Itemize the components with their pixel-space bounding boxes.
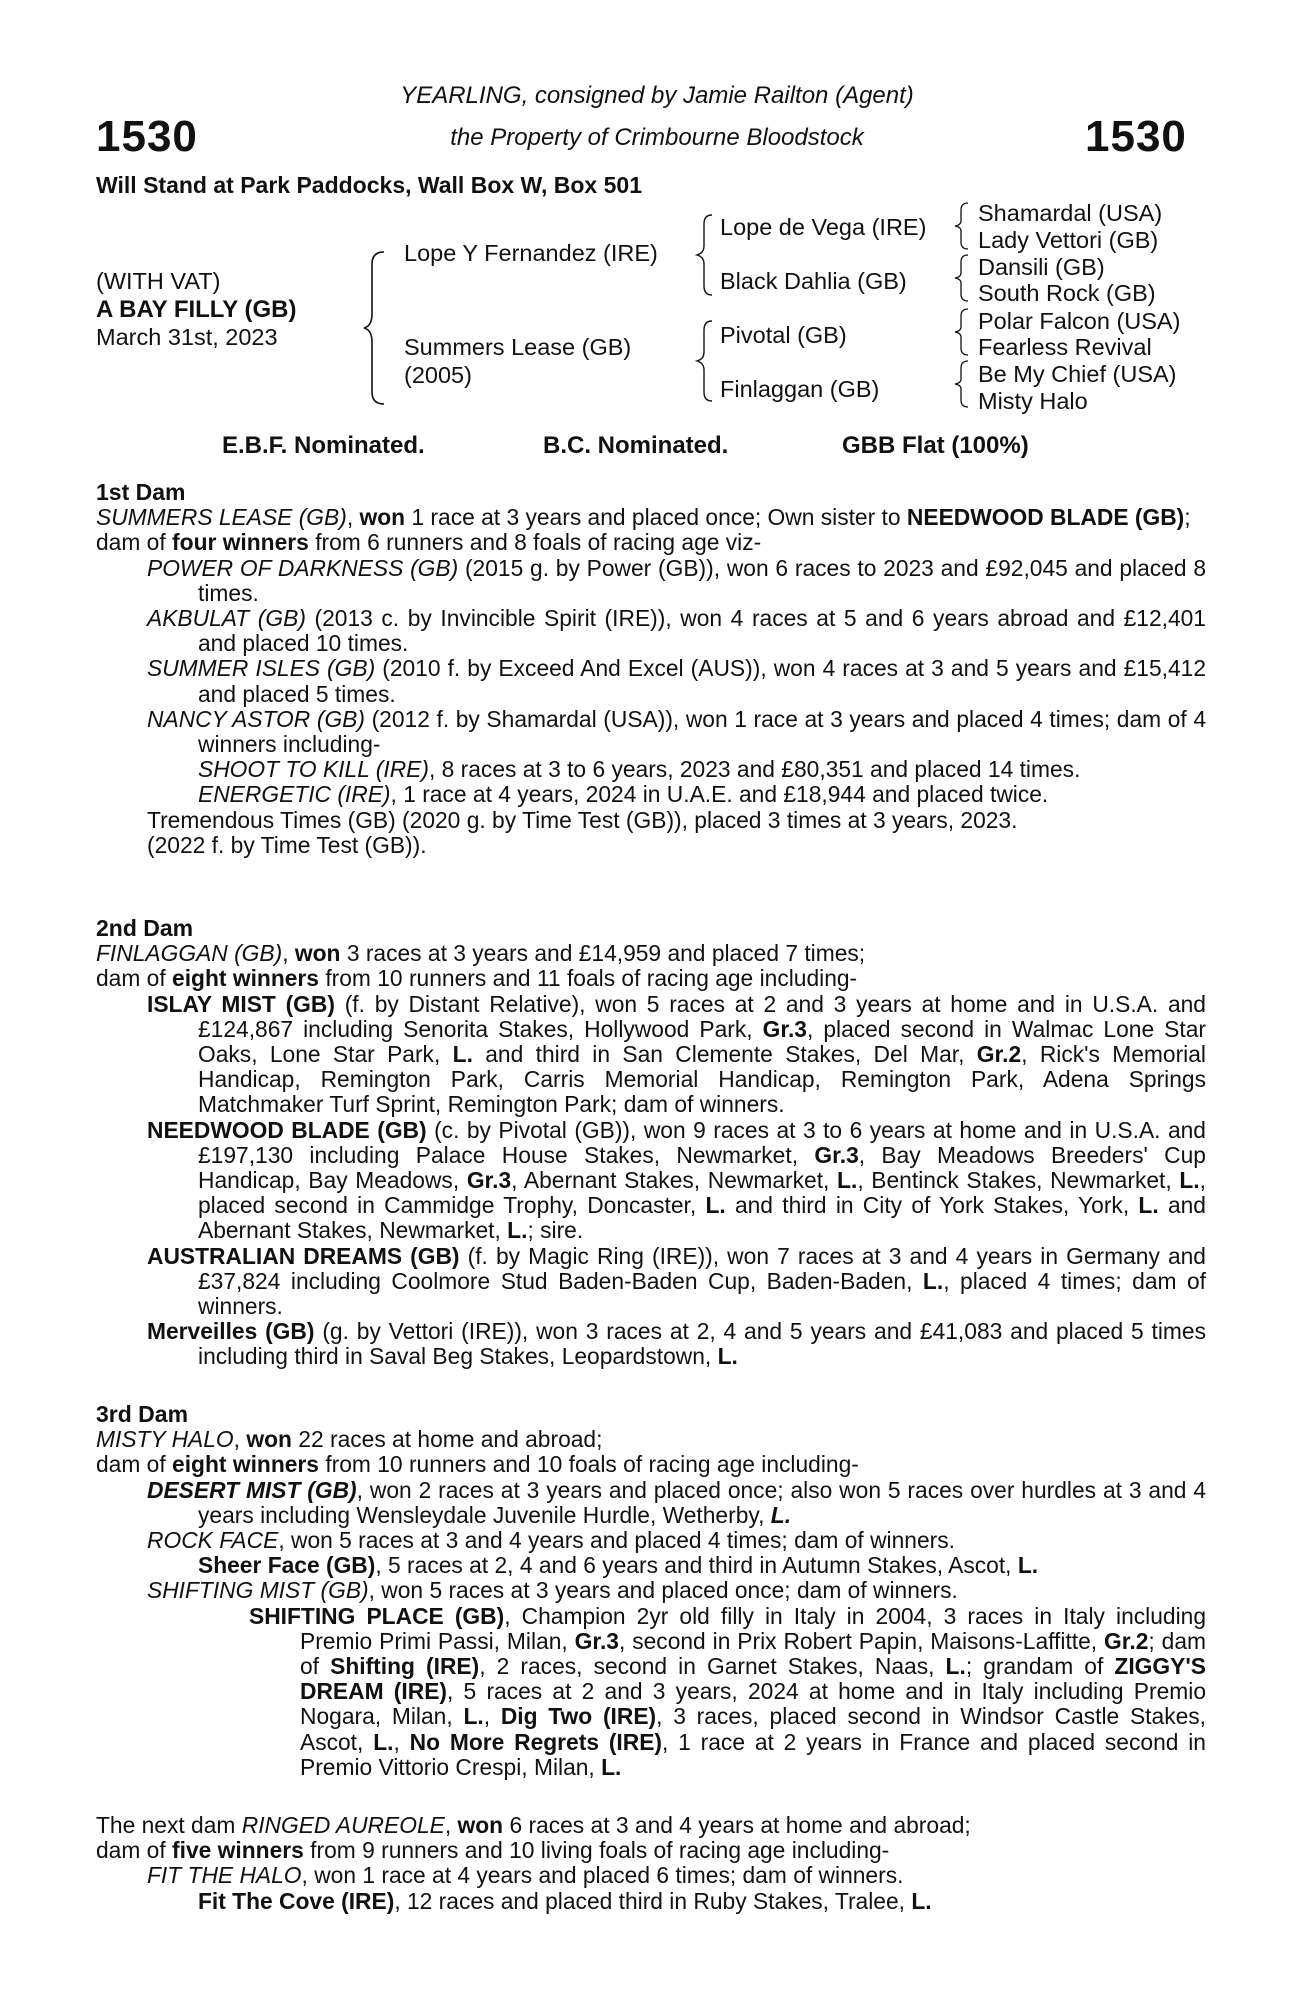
offspring-record: (f. by Distant Relative), won 5 races at 2 and 3 years at home and in U.S.A. and £124,867 including Senorita Stakes, Hollywood Park, [198,990,1206,1042]
offspring-record: , Abernant Stakes, Newmarket, [511,1167,830,1194]
first-dam-section [96,480,1206,858]
winners-tail: from 6 runners and 8 foals of racing age viz- [315,529,762,556]
list-item [96,1604,1206,1780]
offspring-name: SUMMER ISLES (GB) [147,655,376,682]
next-dam-summary: The next dam RINGED AUREOLE, won 6 races at 3 and 4 years at home and abroad; [96,1812,971,1838]
offspring-record: , placed second in Cammidge Trophy, Doncaster, [198,1167,1206,1219]
offspring-name: AKBULAT (GB) [147,605,306,632]
won-label: won [359,504,406,531]
offspring-record: , Bentinck Stakes, Newmarket, [857,1167,1172,1194]
offspring-record: (f. by Magic Ring (IRE)), won 7 races at 3 and 4 years in Germany and £37,824 including Coolmore Stud Baden-Baden Cup, Baden-Baden, [198,1242,1206,1294]
offspring-record: , won 1 race at 4 years and placed 6 times; dam of winners. [301,1862,904,1889]
offspring-record: (c. by Pivotal (GB)), won 9 races at 3 to 6 years at home and in U.S.A. and £197,130 including Palace House Stakes, Newmarket, [198,1116,1206,1168]
winners-tail: from 10 runners and 11 foals of racing age including- [325,965,858,992]
offspring-record: ; grandam of [965,1653,1104,1680]
next-dam-name: RINGED AUREOLE [241,1812,445,1838]
offspring-name: Merveilles (GB) [147,1318,315,1345]
offspring-record: , won 2 races at 3 years and placed once; also won 5 races over hurdles at 3 and 4 years including Wensleydale Juvenile Hurdle, Wetherby, [198,1476,1206,1528]
gbb-nomination: GBB Flat (100%) [842,432,1029,459]
horse-name: A BAY FILLY (GB) [96,296,297,323]
consignment-line-2: the Property of Crimbourne Bloodstock [450,124,864,151]
offspring-record: , second in Prix Robert Papin, Maisons-Laffitte, [618,1627,1098,1654]
own-sister-name: NEEDWOOD BLADE (GB) [906,504,1185,531]
second-dam-section [96,916,1206,1370]
list-item: Tremendous Times (GB) (2020 g. by Time Test (GB)), placed 3 times at 3 years, 2023. [147,806,1018,833]
winners-count: five winners [172,1837,304,1864]
lot-number-left: 1530 [96,112,198,161]
second-dam-record: 3 races at 3 years and £14,959 and placed 7 times; [346,940,866,967]
pedigree-brace-g2 [952,252,972,304]
dam-name: Summers Lease (GB) [404,334,632,360]
offspring-record: , [483,1703,491,1730]
offspring-record: (g. by Vettori (IRE)), won 3 races at 2, 4 and 5 years and £41,083 and placed 5 times including third in Saval Beg Stakes, Leopardstown, [198,1318,1207,1370]
grandparent-1: Shamardal (USA) [978,200,1163,226]
offspring-record: , won 5 races at 3 and 4 years and placed 4 times; dam of winners. [278,1527,955,1554]
second-dam-name: FINLAGGAN (GB) [96,940,283,967]
list-item [96,1889,1206,1914]
grade-label: Gr.2 [1104,1627,1149,1654]
offspring-record: , 3 races, placed second in Windsor Castle Stakes, Ascot, [300,1703,1207,1755]
offspring-name: Dig Two (IRE) [500,1703,657,1730]
list-item [96,1244,1206,1320]
offspring-record: (2013 c. by Invincible Spirit (IRE)), won 4 races at 5 and 6 years abroad and £12,401 and placed 10 times. [198,605,1206,657]
offspring-record: and third in San Clemente Stakes, Del Mar, [485,1041,965,1068]
offspring-record: , 5 races at 2, 4 and 6 years and third in Autumn Stakes, Ascot, [375,1552,1012,1579]
offspring-name: ENERGETIC (IRE) [198,781,391,808]
offspring-name: ISLAY MIST (GB) [147,990,335,1017]
list-item [96,1319,1206,1369]
offspring-name: ROCK FACE [147,1527,279,1554]
grandparent-4: South Rock (GB) [978,280,1156,306]
pedigree-brace-g4 [952,358,972,410]
next-dam-section [96,1813,1206,1914]
list-item [96,1478,1206,1528]
third-dam-record: 22 races at home and abroad; [298,1426,603,1453]
list-item [96,992,1206,1118]
offspring-record: and Abernant Stakes, Newmarket, [198,1192,1206,1244]
grandparent-3: Dansili (GB) [978,254,1105,280]
offspring-record: , Champion 2yr old filly in Italy in 2004, 3 races in Italy including Premio Primi Passi, Milan, [300,1602,1206,1654]
offspring-record: (2015 g. by Power (GB)), won 6 races to 2023 and £92,045 and placed 8 times. [198,554,1206,606]
listed-label: L. [945,1653,966,1680]
offspring-name: No More Regrets (IRE) [409,1728,663,1755]
offspring-record: , won 5 races at 3 years and placed once; dam of winners. [368,1577,958,1604]
lot-number-right: 1530 [1085,112,1187,161]
third-dam-name: MISTY HALO [96,1426,234,1453]
offspring-record: , 1 race at 2 years in France and placed second in Premio Vittorio Crespi, Milan, [300,1728,1206,1780]
grandparent-7: Be My Chief (USA) [978,361,1177,387]
offspring-name: Shifting (IRE) [330,1653,480,1680]
list-item [96,1118,1206,1244]
offspring-record: , Rick's Memorial Handicap, Remington Park, Carris Memorial Handicap, Remington Park, Adena Springs Matchmaker Turf Sprint, Remington Park; dam of winners. [198,1041,1206,1118]
next-dam-intro: The next dam [96,1812,236,1838]
dam-of-label: dam of [96,965,166,992]
list-item [96,757,1206,782]
list-item [96,656,1206,706]
next-dam-produce [96,1838,1206,1863]
offspring-name: SHIFTING MIST (GB) [147,1577,369,1604]
listed-label: L. [1138,1192,1159,1219]
first-dam-produce [96,530,1206,555]
offspring-record: and third in City of York Stakes, York, [734,1192,1130,1219]
winners-count: eight winners [172,1451,319,1478]
listed-label: L. [1017,1552,1039,1579]
second-dam-summary: FINLAGGAN (GB), won 3 races at 3 years and £14,959 and placed 7 times; [96,940,866,967]
list-item [96,1578,1206,1603]
list-item [96,1528,1206,1553]
offspring-record: , placed second in Walmac Lone Star Oaks, Lone Star Park, [198,1015,1206,1068]
pedigree-brace-main [360,248,390,408]
stand-location: Will Stand at Park Paddocks, Wall Box W, Box 501 [96,172,642,198]
third-dam-produce [96,1452,1206,1477]
next-dam-record: 6 races at 3 and 4 years at home and abroad; [509,1812,971,1838]
third-dam-section [96,1402,1206,1780]
listed-label: L. [705,1192,726,1219]
listed-label: L. [837,1167,858,1194]
grade-label: Gr.3 [466,1167,512,1194]
grade-label: Gr.3 [762,1015,807,1042]
grandparent-6: Fearless Revival [978,334,1152,360]
sire-sire: Lope de Vega (IRE) [720,214,927,240]
listed-label: L. [770,1501,792,1528]
offspring-record: , 12 races and placed third in Ruby Stakes, Tralee, [394,1887,905,1914]
listed-label: L. [1179,1167,1200,1194]
first-dam-heading: 1st Dam [96,479,186,505]
winners-count: eight winners [172,965,319,992]
offspring-record: , [393,1728,400,1755]
listed-label: L. [911,1887,932,1914]
dam-sire: Pivotal (GB) [720,322,847,348]
offspring-name: POWER OF DARKNESS (GB) [147,554,459,581]
winners-count: four winners [172,529,309,556]
list-item [96,782,1206,807]
offspring-record: , 1 race at 4 years, 2024 in U.A.E. and £18,944 and placed twice. [390,781,1049,808]
bc-nomination: B.C. Nominated. [543,432,729,459]
offspring-name: SHOOT TO KILL (IRE) [198,756,429,783]
offspring-record: , 8 races at 3 to 6 years, 2023 and £80,351 and placed 14 times. [428,756,1081,783]
offspring-name: ZIGGY'S DREAM (IRE) [300,1653,1206,1705]
second-dam-heading: 2nd Dam [96,915,194,941]
won-label: won [246,1426,292,1453]
offspring-record: ; dam of [300,1627,1206,1680]
list-item [96,707,1206,757]
grandparent-2: Lady Vettori (GB) [978,227,1159,253]
offspring-name: DESERT MIST (GB) [147,1476,357,1503]
first-dam-name: SUMMERS LEASE (GB) [96,504,347,531]
second-dam-produce [96,966,1206,991]
listed-label: L. [507,1217,528,1244]
third-dam-summary: MISTY HALO, won 22 races at home and abroad; [96,1426,603,1453]
foaled-date: March 31st, 2023 [96,324,278,350]
offspring-name: Sheer Face (GB) [198,1552,376,1579]
list-item [96,1863,1206,1888]
offspring-record: (2010 f. by Exceed And Excel (AUS)), won 4 races at 3 and 5 years and £15,412 and placed 5 times. [198,655,1207,707]
listed-label: L. [601,1753,622,1780]
pedigree-brace-g1 [952,200,972,252]
pedigree-brace-g3 [952,306,972,358]
listed-label: L. [463,1703,484,1730]
third-dam-heading: 3rd Dam [96,1401,189,1427]
offspring-record: ; sire. [527,1217,584,1244]
winners-tail: from 10 runners and 10 foals of racing age including- [325,1451,859,1478]
sire-name: Lope Y Fernandez (IRE) [404,240,658,266]
vat-status: (WITH VAT) [96,268,221,294]
offspring-name: NANCY ASTOR (GB) [147,705,365,732]
listed-label: L. [922,1267,944,1294]
offspring-name: FIT THE HALO [147,1862,302,1889]
offspring-record: , 2 races, second in Garnet Stakes, Naas, [479,1653,935,1680]
dam-of-label: dam of [96,529,166,556]
listed-label: L. [373,1728,394,1755]
listed-label: L. [717,1343,738,1370]
grade-label: Gr.3 [574,1627,619,1654]
list-item [96,1553,1206,1578]
first-dam-summary: SUMMERS LEASE (GB), won 1 race at 3 years and placed once; Own sister to NEEDWOOD BLADE (GB); [96,504,1191,531]
grade-label: Gr.2 [976,1041,1022,1068]
offspring-name: NEEDWOOD BLADE (GB) [147,1116,427,1143]
grade-label: Gr.3 [814,1141,859,1168]
pedigree-brace-dam [694,318,716,404]
offspring-name: Fit The Cove (IRE) [198,1887,395,1914]
list-item [96,556,1206,606]
offspring-record: , Bay Meadows Breeders' Cup Handicap, Bay Meadows, [198,1141,1206,1194]
dam-of-label: dam of [96,1451,166,1478]
offspring-name: AUSTRALIAN DREAMS (GB) [147,1242,460,1269]
sire-dam: Black Dahlia (GB) [720,268,907,294]
won-label: won [294,940,341,967]
consignment-line-1: YEARLING, consigned by Jamie Railton (Agent) [400,82,914,109]
dam-dam: Finlaggan (GB) [720,376,880,402]
dam-of-label: dam of [96,1837,166,1864]
dam-year: (2005) [404,362,472,388]
grandparent-5: Polar Falcon (USA) [978,308,1181,334]
offspring-record: , placed 4 times; dam of winners. [198,1267,1206,1320]
offspring-name: SHIFTING PLACE (GB) [249,1602,505,1629]
grandparent-8: Misty Halo [978,388,1088,414]
pedigree-brace-sire [694,212,716,298]
won-label: won [457,1812,504,1838]
ebf-nomination: E.B.F. Nominated. [222,432,425,459]
offspring-record: (2012 f. by Shamardal (USA)), won 1 race at 3 years and placed 4 times; dam of 4 winners including- [198,705,1207,758]
winners-tail: from 9 runners and 10 living foals of racing age including- [310,1837,890,1864]
list-item [96,606,1206,656]
offspring-record: , 5 races at 2 and 3 years, 2024 at home and in Italy including Premio Nogara, Milan, [300,1678,1206,1730]
first-dam-record: 1 race at 3 years and placed once; Own sister to [411,504,901,531]
listed-label: L. [452,1041,473,1068]
list-item: (2022 f. by Time Test (GB)). [147,831,427,858]
